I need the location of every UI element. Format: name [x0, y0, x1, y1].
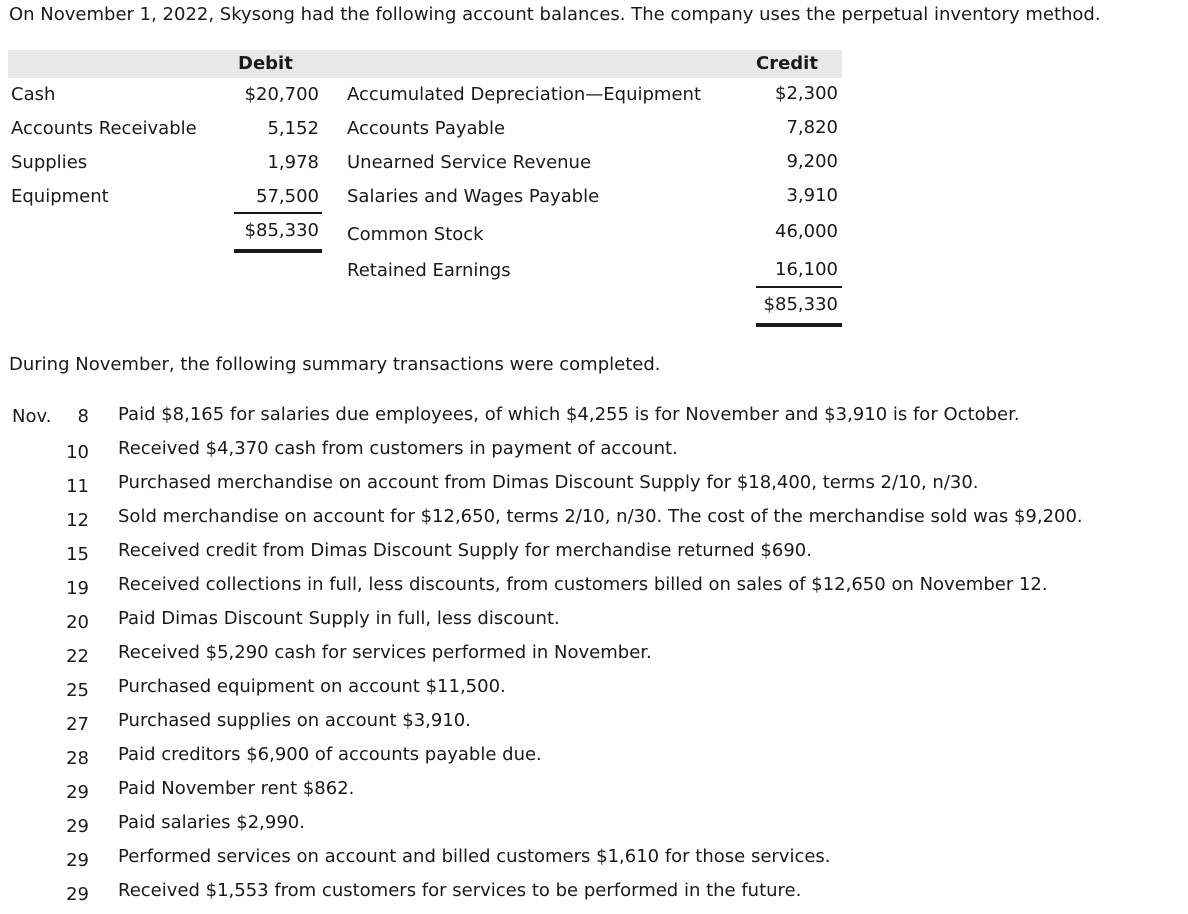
credit-amount: 7,820 [786, 117, 838, 138]
transaction-day: 29 [66, 816, 89, 837]
credit-account-name: Accumulated Depreciation—Equipment [347, 84, 702, 105]
credit-amount: 46,000 [775, 221, 838, 242]
transaction-text: Received $5,290 cash for services performed in November. [118, 642, 652, 663]
debit-subtotal-rule [234, 212, 322, 214]
debit-total-double-rule [234, 249, 322, 253]
transaction-day: 15 [66, 544, 89, 565]
month-label: Nov. [12, 406, 52, 427]
transaction-row [0, 574, 1188, 599]
credit-total-double-rule [756, 323, 842, 327]
debit-total: $85,330 [244, 220, 319, 241]
transaction-text: Received $4,370 cash from customers in payment of account. [118, 438, 678, 459]
debit-header: Debit [238, 53, 293, 74]
transaction-text: Purchased equipment on account $11,500. [118, 676, 506, 697]
transaction-text: Paid November rent $862. [118, 778, 355, 799]
transaction-row [0, 744, 1188, 769]
credit-amount: 3,910 [786, 185, 838, 206]
transaction-row [0, 880, 1188, 905]
debit-amount: 5,152 [267, 118, 319, 139]
transaction-day: 29 [66, 884, 89, 905]
debit-account-name: Supplies [11, 152, 88, 173]
transaction-row [0, 438, 1188, 463]
transaction-text: Paid salaries $2,990. [118, 812, 305, 833]
transaction-row [0, 472, 1188, 497]
transaction-text: Purchased supplies on account $3,910. [118, 710, 471, 731]
transaction-text: Performed services on account and billed customers $1,610 for those services. [118, 846, 831, 867]
transaction-day: 19 [66, 578, 89, 599]
credit-amount: 9,200 [786, 151, 838, 172]
credit-account-name: Retained Earnings [347, 260, 511, 281]
debit-amount: $20,700 [244, 84, 319, 105]
transaction-row [0, 642, 1188, 667]
transaction-day: 25 [66, 680, 89, 701]
transactions-intro: During November, the following summary transactions were completed. [9, 354, 661, 375]
transaction-row [0, 506, 1188, 531]
credit-header: Credit [756, 53, 818, 74]
intro-text: On November 1, 2022, Skysong had the following account balances. The company uses the perpetual inventory method. [9, 4, 1101, 25]
credit-amount: 16,100 [775, 259, 838, 280]
credit-account-name: Unearned Service Revenue [347, 152, 592, 173]
transaction-day: 29 [66, 850, 89, 871]
table-header-band [8, 50, 842, 78]
transaction-day: 20 [66, 612, 89, 633]
transaction-day: 11 [66, 476, 89, 497]
transaction-day: 27 [66, 714, 89, 735]
transaction-day: 22 [66, 646, 89, 667]
transaction-text: Paid Dimas Discount Supply in full, less discount. [118, 608, 560, 629]
debit-account-name: Equipment [11, 186, 109, 207]
transaction-row [0, 404, 1188, 426]
transaction-row [0, 846, 1188, 871]
transaction-row [0, 608, 1188, 633]
transaction-row [0, 540, 1188, 565]
credit-account-name: Salaries and Wages Payable [347, 186, 600, 207]
debit-account-name: Cash [11, 84, 56, 105]
transaction-text: Sold merchandise on account for $12,650, terms 2/10, n/30. The cost of the merchandise sold was $9,200. [118, 506, 1083, 527]
transaction-row [0, 676, 1188, 701]
debit-amount: 1,978 [267, 152, 319, 173]
transaction-row [0, 812, 1188, 837]
transaction-day: 29 [66, 782, 89, 803]
transaction-row [0, 710, 1188, 735]
transaction-day: 8 [77, 406, 89, 427]
transaction-text: Received credit from Dimas Discount Supply for merchandise returned $690. [118, 540, 812, 561]
credit-subtotal-rule [756, 286, 842, 288]
transaction-text: Paid $8,165 for salaries due employees, of which $4,255 is for November and $3,910 is for October. [118, 404, 1020, 425]
transaction-text: Received $1,553 from customers for services to be performed in the future. [118, 880, 802, 901]
transaction-row [0, 778, 1188, 803]
credit-account-name: Accounts Payable [347, 118, 506, 139]
transaction-day: 12 [66, 510, 89, 531]
transaction-day: 28 [66, 748, 89, 769]
transaction-text: Received collections in full, less discounts, from customers billed on sales of $12,650 on November 12. [118, 574, 1048, 595]
credit-amount: $2,300 [775, 83, 838, 104]
debit-amount: 57,500 [256, 186, 319, 207]
credit-total: $85,330 [763, 294, 838, 315]
transaction-text: Purchased merchandise on account from Dimas Discount Supply for $18,400, terms 2/10, n/30. [118, 472, 979, 493]
debit-account-name: Accounts Receivable [11, 118, 197, 139]
transaction-text: Paid creditors $6,900 of accounts payable due. [118, 744, 542, 765]
credit-account-name: Common Stock [347, 224, 484, 245]
transaction-day: 10 [66, 442, 89, 463]
